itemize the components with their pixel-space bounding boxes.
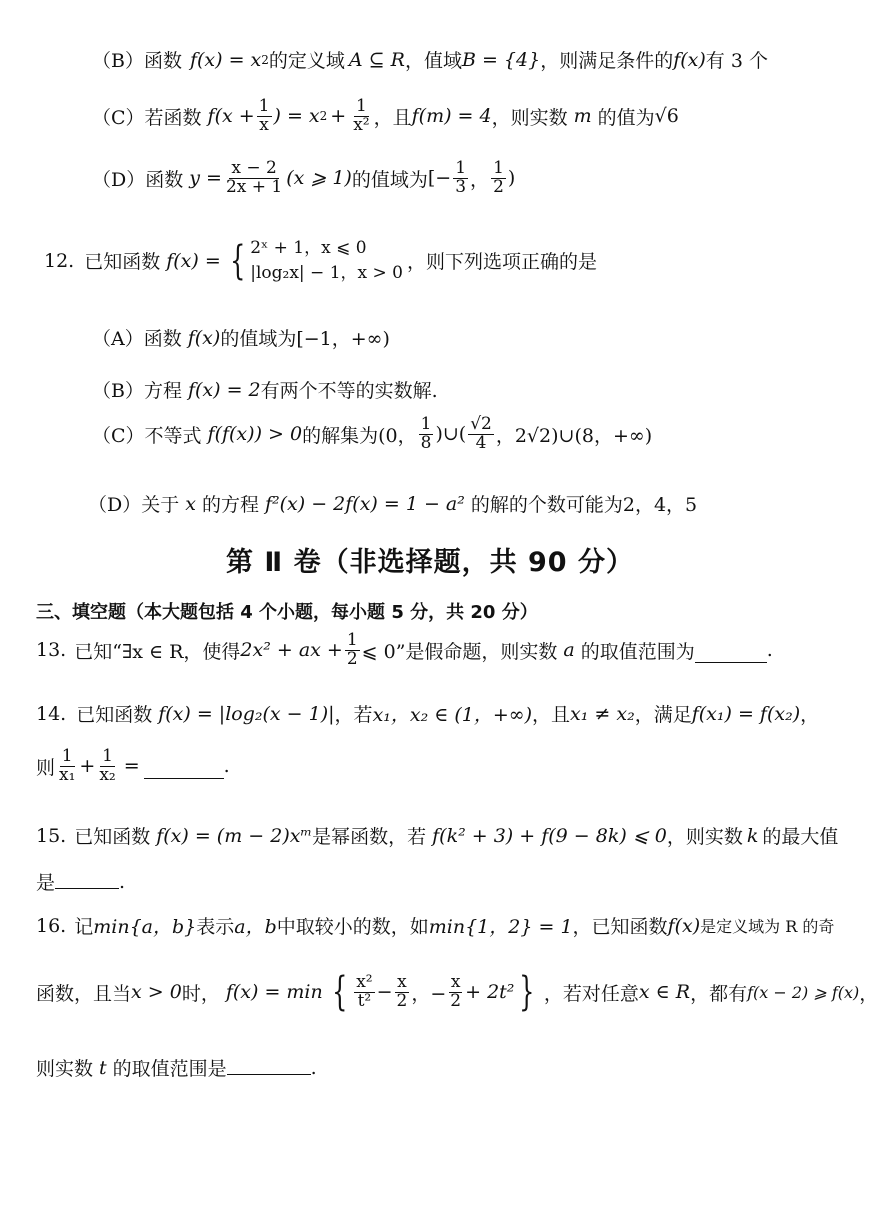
math: min{1，2} = 1: [428, 916, 573, 938]
question-16-line-1: [36, 912, 834, 939]
math: x: [185, 492, 196, 515]
numerator: 1: [355, 96, 367, 116]
left-brace-icon: {: [331, 969, 348, 1015]
question-16-line-2: [36, 969, 878, 1015]
numerator: x − 2: [231, 158, 277, 178]
text: .: [310, 1056, 317, 1079]
text: ⩽ 0”是假命题，则实数: [361, 640, 558, 663]
math: 2: [261, 52, 269, 67]
math: f(x) = |log₂(x − 1)|: [158, 702, 335, 725]
text: 已知函数: [76, 704, 153, 726]
case-1: 2ˣ + 1，x ⩽ 0: [250, 238, 367, 258]
text: ，且: [373, 106, 412, 129]
text: （B）方程: [92, 380, 182, 402]
numerator: 1: [102, 746, 113, 766]
question-15-line-2: [36, 868, 125, 895]
text: 是幂函数，若: [312, 826, 427, 848]
text: ，则下列选项正确的是: [406, 251, 597, 274]
math: f(x) =: [166, 249, 221, 272]
math: f(x) = (m − 2)xᵐ: [156, 824, 313, 847]
math: f(x): [667, 914, 701, 937]
math: ): [507, 167, 516, 190]
text: .: [119, 870, 126, 893]
text: 的最大值: [762, 826, 839, 848]
numerator: 1: [258, 96, 270, 116]
fraction: [345, 632, 360, 669]
question-16-line-3: [36, 1054, 317, 1081]
text: 的解的个数可能为2，4，5: [470, 494, 698, 516]
question-13: [36, 632, 773, 669]
math: (0，: [378, 424, 417, 447]
math: [−1，+∞): [296, 328, 390, 350]
text: ，已知函数: [572, 916, 668, 938]
question-number: 12.: [44, 249, 75, 272]
numerator: 1: [493, 158, 504, 178]
text: 的定义域: [268, 50, 345, 72]
math: y =: [189, 167, 222, 190]
math: ，−: [411, 982, 447, 1005]
math: m: [573, 105, 592, 128]
numerator: √2: [470, 414, 492, 434]
denominator: x₁: [59, 764, 76, 785]
text: 有 3 个: [705, 50, 768, 72]
question-14-line-1: [36, 700, 819, 727]
text: 记: [74, 916, 94, 938]
text: 时，: [181, 982, 220, 1005]
math: A ⊆ R: [348, 48, 405, 71]
math: ，2√2)∪(8，+∞): [495, 424, 653, 447]
text: 有两个不等的实数解.: [260, 380, 438, 402]
numerator: x: [397, 971, 407, 992]
denominator: x: [259, 114, 269, 135]
text: 的方程: [201, 494, 259, 516]
answer-blank[interactable]: [227, 1073, 311, 1075]
text: 则: [36, 756, 56, 779]
text: 是定义域为 R 的奇: [700, 917, 835, 936]
math: a，b: [234, 916, 277, 938]
math: [−: [427, 167, 452, 190]
text: 已知函数: [74, 826, 151, 848]
text: 的值为: [597, 106, 655, 129]
math: f²(x) − 2f(x) = 1 − a²: [264, 492, 465, 515]
math: t: [99, 1056, 107, 1079]
numerator: x²: [356, 971, 373, 992]
question-number: 13.: [36, 639, 67, 662]
text: （D）函数: [92, 168, 184, 191]
fraction: [395, 971, 410, 1011]
question-number: 16.: [36, 914, 67, 937]
denominator: 2: [346, 648, 358, 669]
math: 2: [319, 109, 328, 124]
fraction: [57, 748, 77, 785]
text: .: [766, 639, 773, 662]
numerator: 1: [455, 158, 467, 178]
fraction: [354, 971, 374, 1011]
math: k: [746, 824, 759, 847]
math: +: [330, 105, 347, 128]
fraction: [351, 98, 371, 135]
min-set: [327, 969, 540, 1015]
denominator: 3: [455, 176, 467, 197]
denominator: 2: [493, 176, 504, 197]
denominator: 2: [396, 990, 408, 1011]
denominator: x²: [353, 114, 370, 135]
text: ，若: [334, 704, 373, 726]
numerator: 1: [420, 414, 432, 434]
math: f(k² + 3) + f(9 − 8k) ⩽ 0: [432, 824, 667, 847]
text: 的解集为: [302, 424, 379, 447]
math: min{a，b}: [93, 916, 197, 938]
math: +: [79, 755, 96, 778]
text: 已知“∃x ∈ R，使得: [74, 640, 241, 663]
math: B = {4}: [461, 48, 541, 71]
denominator: 2: [450, 990, 462, 1011]
denominator: 4: [475, 432, 487, 453]
q12-option-c: [92, 416, 652, 453]
fraction: [491, 160, 506, 197]
fraction: [257, 98, 272, 135]
text: ，则满足条件的: [540, 50, 674, 72]
q11-option-b: [92, 46, 768, 73]
text: （C）不等式: [92, 424, 202, 447]
denominator: x₂: [99, 764, 116, 785]
denominator: t²: [357, 990, 372, 1011]
math: f(x): [673, 48, 706, 71]
fraction: [448, 971, 463, 1011]
math: ，: [470, 168, 490, 191]
q12-stem: [44, 236, 597, 285]
text: ，若对任意: [543, 982, 639, 1005]
text: ，满足: [634, 704, 692, 726]
question-number: 15.: [36, 824, 67, 847]
math: ) = x: [273, 105, 320, 128]
text: 是: [36, 872, 56, 894]
answer-blank[interactable]: [144, 777, 224, 779]
math: x > 0: [131, 981, 182, 1003]
math: f(m) = 4: [411, 105, 492, 128]
question-number: 14.: [36, 702, 67, 725]
part-three-heading: 三、填空题（本大题包括 4 个小题，每小题 5 分，共 20 分）: [36, 602, 538, 623]
text: 表示: [196, 916, 235, 938]
text: ，都有: [690, 982, 748, 1005]
math: x ∈ R: [638, 981, 691, 1003]
math: f(x − 2) ⩾ f(x): [747, 982, 860, 1002]
numerator: 1: [61, 746, 73, 766]
math: + 2t²: [465, 981, 515, 1003]
math: (x ⩾ 1): [286, 167, 352, 190]
numerator: 1: [346, 630, 358, 650]
question-14-line-2: [36, 748, 230, 785]
answer-blank[interactable]: [55, 887, 119, 889]
math: f(x₁) = f(x₂): [691, 702, 801, 725]
denominator: 8: [420, 432, 432, 453]
denominator: 2x + 1: [225, 176, 283, 197]
text: 的值域为: [220, 328, 297, 350]
answer-blank[interactable]: [695, 661, 767, 663]
text: 则实数: [36, 1058, 94, 1080]
q12-option-b: [92, 376, 438, 403]
text: 的取值范围为: [580, 640, 695, 663]
text: 的值域为: [351, 168, 428, 191]
text: ，且: [532, 704, 571, 726]
math: −: [376, 981, 393, 1003]
text: .: [223, 755, 230, 778]
math: x₁ ≠ x₂: [570, 702, 635, 725]
right-brace-icon: }: [519, 969, 535, 1015]
math: 2x² + ax +: [240, 639, 343, 662]
fraction: [224, 160, 284, 197]
math: x₁，x₂ ∈ (1，+∞): [372, 704, 533, 726]
math: f(x) = 2: [187, 378, 261, 401]
fraction: [419, 416, 434, 453]
question-15-line-1: [36, 822, 838, 849]
text: 函数，且当: [36, 982, 132, 1005]
text: （D）关于: [88, 494, 180, 516]
math: √6: [654, 105, 679, 128]
text: ，: [859, 982, 878, 1005]
text: ，: [800, 704, 820, 726]
q12-option-a: [92, 324, 390, 351]
case-2: |log₂x| − 1，x > 0: [250, 262, 403, 283]
text: ，则实数: [491, 106, 568, 129]
text: 中取较小的数，如: [276, 916, 429, 938]
math: =: [123, 755, 140, 778]
text: 的取值范围是: [112, 1058, 227, 1080]
text: （A）函数: [92, 328, 182, 350]
section-title: 第 Ⅱ 卷（非选择题，共 90 分）: [226, 547, 634, 578]
text: ，值域: [404, 50, 462, 72]
q11-option-c: [92, 98, 679, 135]
numerator: x: [450, 971, 461, 992]
text: （C）若函数: [92, 106, 202, 129]
fraction: [453, 160, 468, 197]
math: a: [563, 639, 575, 662]
text: 已知函数: [84, 251, 161, 274]
math: )∪(: [435, 423, 467, 446]
cases: [250, 236, 403, 285]
fraction: [97, 748, 117, 785]
math: f(x): [187, 326, 221, 349]
piecewise: [225, 236, 403, 285]
math: f(x) = min: [225, 981, 323, 1003]
math: f(x +: [207, 105, 255, 128]
math: f(f(x)) > 0: [207, 423, 303, 446]
q12-option-d: [88, 490, 697, 517]
brace-icon: {: [229, 237, 246, 284]
text: （B）函数: [92, 50, 182, 72]
q11-option-d: [92, 160, 515, 197]
text: ，则实数: [666, 826, 743, 848]
fraction: [468, 416, 494, 453]
math: f(x) = x: [189, 48, 262, 71]
